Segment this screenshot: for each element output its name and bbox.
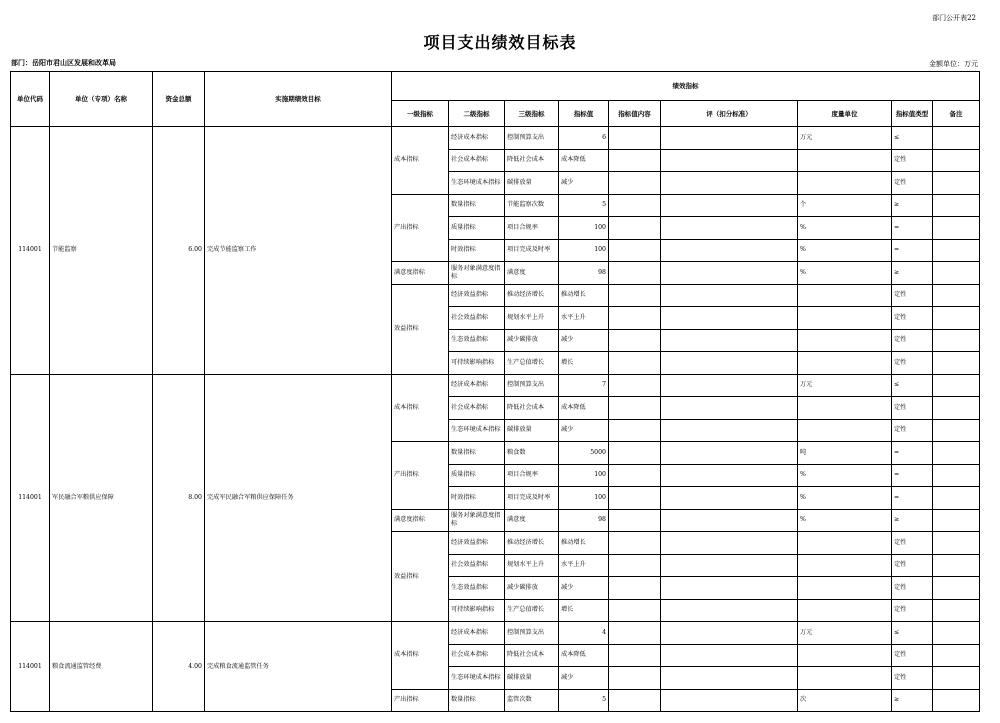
value-type-cell: 定性 [892, 532, 933, 555]
value-content-cell [609, 509, 661, 532]
scoring-cell [661, 487, 798, 510]
scoring-cell [661, 284, 798, 307]
remark-cell [933, 307, 980, 330]
header-level3: 三级指标 [505, 101, 559, 127]
level2-cell: 质量指标 [449, 217, 505, 240]
level2-cell: 生态效益指标 [449, 329, 505, 352]
value-content-cell [609, 532, 661, 555]
table-row [11, 374, 980, 397]
level3-cell: 满意度 [505, 262, 559, 285]
value-content-cell [609, 487, 661, 510]
level1-cell: 产出指标 [392, 442, 449, 510]
remark-cell [933, 622, 980, 645]
value-cell: 减少 [559, 667, 609, 690]
level2-cell: 社会效益指标 [449, 307, 505, 330]
value-content-cell [609, 667, 661, 690]
level3-cell: 控制预算支出 [505, 374, 559, 397]
value-type-cell: = [892, 442, 933, 465]
scoring-cell [661, 667, 798, 690]
header-scoring: 评（扣分标准） [661, 101, 798, 127]
level2-cell: 数量指标 [449, 689, 505, 712]
value-cell: 6 [559, 127, 609, 150]
value-content-cell [609, 307, 661, 330]
measure-unit-cell [798, 577, 892, 600]
goal-cell: 完成节能监察工作 [205, 127, 392, 375]
scoring-cell [661, 262, 798, 285]
value-content-cell [609, 172, 661, 195]
measure-unit-cell [798, 644, 892, 667]
value-cell: 5 [559, 194, 609, 217]
table-row [11, 622, 980, 645]
level2-cell: 生态环境成本指标 [449, 667, 505, 690]
header-unit-name: 单位（专项）名称 [50, 72, 153, 127]
remark-cell [933, 644, 980, 667]
level3-cell: 生产总值增长 [505, 599, 559, 622]
level2-cell: 经济效益指标 [449, 532, 505, 555]
level3-cell: 控制预算支出 [505, 127, 559, 150]
measure-unit-cell: 万元 [798, 622, 892, 645]
level2-cell: 社会效益指标 [449, 554, 505, 577]
value-content-cell [609, 689, 661, 712]
measure-unit-cell [798, 667, 892, 690]
header-value: 指标值 [559, 101, 609, 127]
level3-cell: 碳排放量 [505, 419, 559, 442]
value-content-cell [609, 149, 661, 172]
scoring-cell [661, 644, 798, 667]
value-content-cell [609, 644, 661, 667]
value-cell: 增长 [559, 352, 609, 375]
scoring-cell [661, 464, 798, 487]
level2-cell: 数量指标 [449, 194, 505, 217]
measure-unit-cell [798, 307, 892, 330]
measure-unit-cell [798, 599, 892, 622]
level3-cell: 推动经济增长 [505, 284, 559, 307]
total-funds-cell: 8.00 [153, 374, 205, 622]
measure-unit-cell [798, 284, 892, 307]
scoring-cell [661, 577, 798, 600]
value-content-cell [609, 217, 661, 240]
remark-cell [933, 464, 980, 487]
value-type-cell: 定性 [892, 329, 933, 352]
scoring-cell [661, 622, 798, 645]
scoring-cell [661, 239, 798, 262]
value-type-cell: 定性 [892, 397, 933, 420]
level2-cell: 经济成本指标 [449, 127, 505, 150]
remark-cell [933, 577, 980, 600]
scoring-cell [661, 554, 798, 577]
value-content-cell [609, 599, 661, 622]
measure-unit-cell: % [798, 487, 892, 510]
remark-cell [933, 532, 980, 555]
value-type-cell: 定性 [892, 419, 933, 442]
level2-cell: 经济成本指标 [449, 374, 505, 397]
level2-cell: 生态环境成本指标 [449, 419, 505, 442]
value-cell: 水平上升 [559, 554, 609, 577]
measure-unit-cell: % [798, 509, 892, 532]
header-level1: 一级指标 [392, 101, 449, 127]
level1-cell: 成本指标 [392, 374, 449, 442]
remark-cell [933, 329, 980, 352]
value-content-cell [609, 352, 661, 375]
value-type-cell: 定性 [892, 307, 933, 330]
level2-cell: 社会成本指标 [449, 397, 505, 420]
value-cell: 减少 [559, 172, 609, 195]
unit-code-cell: 114001 [11, 127, 50, 375]
level2-cell: 社会成本指标 [449, 644, 505, 667]
level3-cell: 监管次数 [505, 689, 559, 712]
level3-cell: 项目合规率 [505, 464, 559, 487]
total-funds-cell: 6.00 [153, 127, 205, 375]
value-content-cell [609, 374, 661, 397]
measure-unit-cell [798, 419, 892, 442]
value-cell: 7 [559, 374, 609, 397]
value-type-cell: 定性 [892, 352, 933, 375]
scoring-cell [661, 194, 798, 217]
level3-cell: 碳排放量 [505, 667, 559, 690]
value-content-cell [609, 577, 661, 600]
value-cell: 减少 [559, 577, 609, 600]
value-cell: 成本降低 [559, 149, 609, 172]
value-type-cell: = [892, 239, 933, 262]
scoring-cell [661, 149, 798, 172]
goal-cell: 完成军民融合军粮供应保障任务 [205, 374, 392, 622]
scoring-cell [661, 599, 798, 622]
measure-unit-cell [798, 149, 892, 172]
value-type-cell: ≥ [892, 262, 933, 285]
level2-cell: 可持续影响指标 [449, 352, 505, 375]
level2-cell: 时效指标 [449, 487, 505, 510]
value-content-cell [609, 622, 661, 645]
value-type-cell: ≤ [892, 622, 933, 645]
level3-cell: 推动经济增长 [505, 532, 559, 555]
value-content-cell [609, 262, 661, 285]
level3-cell: 减少碳排放 [505, 329, 559, 352]
unit-name-cell: 节能监察 [50, 127, 153, 375]
remark-cell [933, 262, 980, 285]
value-type-cell: 定性 [892, 644, 933, 667]
level3-cell: 节能监察次数 [505, 194, 559, 217]
value-content-cell [609, 554, 661, 577]
remark-cell [933, 217, 980, 240]
level3-cell: 减少碳排放 [505, 577, 559, 600]
level3-cell: 规划水平上升 [505, 307, 559, 330]
value-cell: 推动增长 [559, 532, 609, 555]
value-content-cell [609, 442, 661, 465]
level2-cell: 生态环境成本指标 [449, 172, 505, 195]
level2-cell: 数量指标 [449, 442, 505, 465]
measure-unit-cell [798, 329, 892, 352]
value-cell: 5000 [559, 442, 609, 465]
value-cell: 增长 [559, 599, 609, 622]
measure-unit-cell: % [798, 464, 892, 487]
level3-cell: 满意度 [505, 509, 559, 532]
department-label: 部门：岳阳市君山区发展和改革局 [11, 59, 116, 67]
scoring-cell [661, 509, 798, 532]
remark-cell [933, 194, 980, 217]
page-number-label: 部门公开表22 [932, 14, 976, 22]
level3-cell: 降低社会成本 [505, 397, 559, 420]
value-type-cell: ≥ [892, 194, 933, 217]
remark-cell [933, 352, 980, 375]
page-title: 项目支出绩效目标表 [423, 33, 577, 52]
value-type-cell: ≥ [892, 509, 933, 532]
level3-cell: 降低社会成本 [505, 644, 559, 667]
value-cell: 推动增长 [559, 284, 609, 307]
header-unit-code: 单位代码 [11, 72, 50, 127]
value-cell: 减少 [559, 329, 609, 352]
scoring-cell [661, 307, 798, 330]
level3-cell: 生产总值增长 [505, 352, 559, 375]
unit-name-cell: 粮食流通监管经费 [50, 622, 153, 712]
scoring-cell [661, 397, 798, 420]
measure-unit-cell [798, 532, 892, 555]
measure-unit-cell: 万元 [798, 374, 892, 397]
amount-unit-label: 金额单位：万元 [929, 60, 978, 68]
value-content-cell [609, 329, 661, 352]
value-content-cell [609, 239, 661, 262]
value-type-cell: = [892, 487, 933, 510]
value-cell: 100 [559, 487, 609, 510]
remark-cell [933, 284, 980, 307]
remark-cell [933, 149, 980, 172]
value-type-cell: 定性 [892, 284, 933, 307]
measure-unit-cell [798, 172, 892, 195]
level2-cell: 服务对象满意度指标 [449, 262, 505, 285]
remark-cell [933, 172, 980, 195]
header-measure-unit: 度量单位 [798, 101, 892, 127]
remark-cell [933, 442, 980, 465]
value-cell: 减少 [559, 419, 609, 442]
value-cell: 100 [559, 217, 609, 240]
value-cell: 成本降低 [559, 397, 609, 420]
measure-unit-cell [798, 352, 892, 375]
level2-cell: 质量指标 [449, 464, 505, 487]
measure-unit-cell: % [798, 262, 892, 285]
scoring-cell [661, 329, 798, 352]
value-cell: 成本降低 [559, 644, 609, 667]
level1-cell: 成本指标 [392, 127, 449, 195]
measure-unit-cell [798, 554, 892, 577]
remark-cell [933, 599, 980, 622]
scoring-cell [661, 172, 798, 195]
level3-cell: 降低社会成本 [505, 149, 559, 172]
unit-code-cell: 114001 [11, 622, 50, 712]
value-type-cell: = [892, 464, 933, 487]
remark-cell [933, 239, 980, 262]
value-cell: 5 [559, 689, 609, 712]
scoring-cell [661, 419, 798, 442]
header-level2: 二级指标 [449, 101, 505, 127]
value-type-cell: ≤ [892, 374, 933, 397]
measure-unit-cell: 次 [798, 689, 892, 712]
performance-table [10, 71, 980, 712]
measure-unit-cell: % [798, 239, 892, 262]
scoring-cell [661, 217, 798, 240]
level2-cell: 服务对象满意度指标 [449, 509, 505, 532]
level1-cell: 效益指标 [392, 284, 449, 374]
total-funds-cell: 4.00 [153, 622, 205, 712]
header-total-funds: 资金总额 [153, 72, 205, 127]
scoring-cell [661, 352, 798, 375]
header-goal: 实施期绩效目标 [205, 72, 392, 127]
value-type-cell: 定性 [892, 667, 933, 690]
table-body [11, 127, 980, 712]
table-row [11, 127, 980, 150]
level3-cell: 碳排放量 [505, 172, 559, 195]
unit-name-cell: 军民融合军粮供应保障 [50, 374, 153, 622]
value-content-cell [609, 397, 661, 420]
remark-cell [933, 127, 980, 150]
remark-cell [933, 397, 980, 420]
scoring-cell [661, 374, 798, 397]
level1-cell: 产出指标 [392, 194, 449, 262]
value-content-cell [609, 127, 661, 150]
measure-unit-cell: 个 [798, 194, 892, 217]
value-content-cell [609, 194, 661, 217]
scoring-cell [661, 442, 798, 465]
value-content-cell [609, 284, 661, 307]
level2-cell: 时效指标 [449, 239, 505, 262]
scoring-cell [661, 532, 798, 555]
level2-cell: 经济效益指标 [449, 284, 505, 307]
level1-cell: 成本指标 [392, 622, 449, 690]
level1-cell: 满意度指标 [392, 262, 449, 285]
level2-cell: 社会成本指标 [449, 149, 505, 172]
measure-unit-cell [798, 397, 892, 420]
remark-cell [933, 667, 980, 690]
value-type-cell: 定性 [892, 577, 933, 600]
level2-cell: 生态效益指标 [449, 577, 505, 600]
level1-cell: 满意度指标 [392, 509, 449, 532]
level3-cell: 项目合规率 [505, 217, 559, 240]
level3-cell: 项目完成及时率 [505, 487, 559, 510]
value-cell: 98 [559, 509, 609, 532]
value-content-cell [609, 419, 661, 442]
measure-unit-cell: % [798, 217, 892, 240]
value-cell: 100 [559, 239, 609, 262]
level1-cell: 产出指标 [392, 689, 449, 712]
value-cell: 水平上升 [559, 307, 609, 330]
value-content-cell [609, 464, 661, 487]
level3-cell: 控制预算支出 [505, 622, 559, 645]
value-type-cell: 定性 [892, 554, 933, 577]
header-value-content: 指标值内容 [609, 101, 661, 127]
level2-cell: 经济成本指标 [449, 622, 505, 645]
level3-cell: 粮食数 [505, 442, 559, 465]
unit-code-cell: 114001 [11, 374, 50, 622]
value-cell: 98 [559, 262, 609, 285]
level1-cell: 效益指标 [392, 532, 449, 622]
header-value-type: 指标值类型 [892, 101, 933, 127]
level3-cell: 规划水平上升 [505, 554, 559, 577]
remark-cell [933, 554, 980, 577]
value-type-cell: ≥ [892, 689, 933, 712]
remark-cell [933, 509, 980, 532]
remark-cell [933, 374, 980, 397]
header-remark: 备注 [933, 101, 980, 127]
value-type-cell: 定性 [892, 172, 933, 195]
level3-cell: 项目完成及时率 [505, 239, 559, 262]
remark-cell [933, 419, 980, 442]
measure-unit-cell: 吨 [798, 442, 892, 465]
measure-unit-cell: 万元 [798, 127, 892, 150]
value-cell: 4 [559, 622, 609, 645]
goal-cell: 完成粮食流通监管任务 [205, 622, 392, 712]
value-type-cell: 定性 [892, 149, 933, 172]
value-type-cell: 定性 [892, 599, 933, 622]
remark-cell [933, 487, 980, 510]
header-perf: 绩效指标 [392, 72, 980, 101]
value-type-cell: ≤ [892, 127, 933, 150]
remark-cell [933, 689, 980, 712]
scoring-cell [661, 689, 798, 712]
scoring-cell [661, 127, 798, 150]
level2-cell: 可持续影响指标 [449, 599, 505, 622]
value-cell: 100 [559, 464, 609, 487]
value-type-cell: = [892, 217, 933, 240]
